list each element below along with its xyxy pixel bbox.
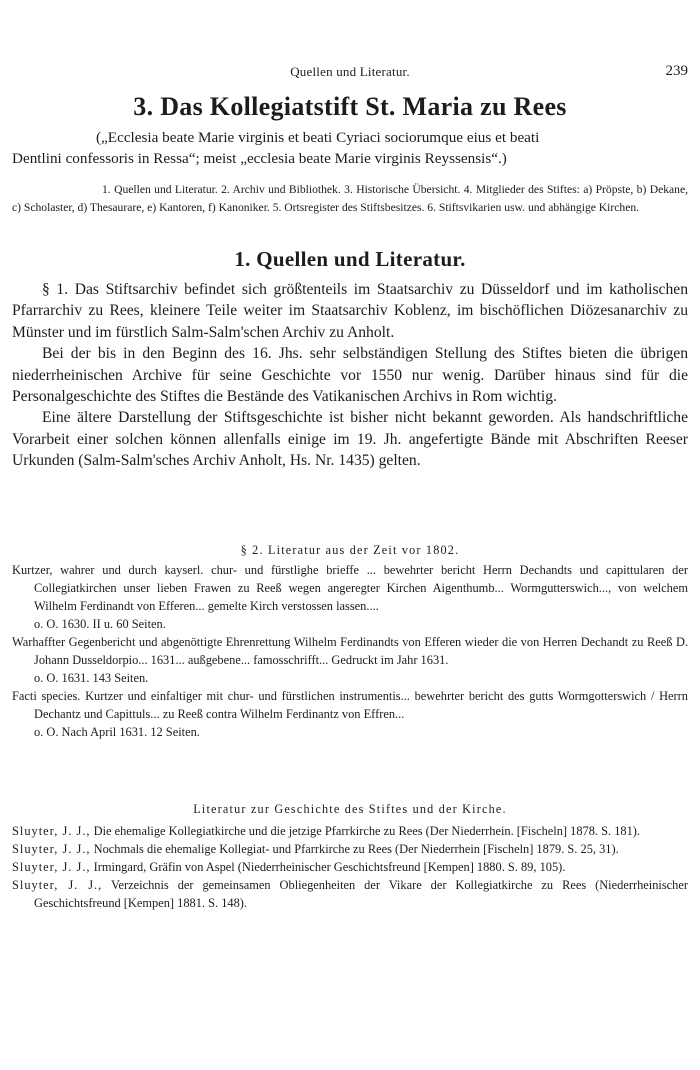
section-body <box>12 279 688 472</box>
literature-before-1802-heading: § 2. Literatur aus der Zeit vor 1802. <box>240 543 460 557</box>
entry-text: Die ehemalige Kollegiatkirche und die jetzige Pfarrkirche zu Rees (Der Niederrhein. [Fischeln] 1878. S. 181). <box>90 824 641 838</box>
subtitle-line: Dentlini confessoris in Ressa“; meist „ecclesia beate Marie virginis Reyssensis“.) <box>12 150 507 167</box>
bibliography-entry <box>12 840 688 858</box>
entry-text: Nochmals die ehemalige Kollegiat- und Pfarrkirche zu Rees (Der Niederrhein [Fischeln] 1879. S. 25, 31). <box>90 842 619 856</box>
entry-author: Sluyter, J. J., <box>12 860 91 874</box>
entry-author: Sluyter, J. J., <box>12 842 91 856</box>
entry-text: Facti species. Kurtzer und einfaltiger mit chur- und fürstlichen instrumentis... bewehrter bericht des gutts Wormgotterswich / Herrn Dechantz und Capittuls... zu Reeß contra Wilhelm Ferdinantz von Effren... <box>12 689 688 721</box>
church-literature-list <box>12 822 688 912</box>
entry-publication: o. O. 1630. II u. 60 Seiten. <box>34 617 166 631</box>
paragraph: Eine ältere Darstellung der Stiftsgeschichte ist bisher nicht bekannt geworden. Als handschriftliche Vorarbeit einer solchen können allenfalls einige im 19. Jh. angefertigte Bände mit Abschriften Reeser Urkunden (Salm-Salm'sches Archiv Anholt, Hs. Nr. 1435) gelten. <box>12 409 688 470</box>
subtitle-line: („Ecclesia beate Marie virginis et beati Cyriaci sociorumque eius et beati <box>96 129 540 146</box>
chapter-subtitle <box>12 127 688 169</box>
paragraph: Bei der bis in den Beginn des 16. Jhs. sehr selbständigen Stellung des Stiftes bieten die übrigen niederrheinischen Archive für seine Geschichte vor 1550 nur wenig. Darüber hinaus sind für die Personalgeschichte des Stiftes die Bestände des Vatikanischen Archivs in Rom wichtig. <box>12 345 688 406</box>
bibliography-entry <box>12 822 688 840</box>
paragraph: § 1. Das Stiftsarchiv befindet sich größtenteils im Staatsarchiv zu Düsseldorf und im katholischen Pfarrarchiv zu Rees, kleinere Teile weiter im Staatsarchiv Koblenz, im bischöflichen Diözesanarchiv zu Münster und im fürstlich Salm-Salm'schen Archiv zu Anholt. <box>12 281 688 341</box>
bibliography-entry <box>12 876 688 912</box>
chapter-contents <box>12 181 688 216</box>
entry-publication: o. O. 1631. 143 Seiten. <box>34 671 149 685</box>
church-literature-heading: Literatur zur Geschichte des Stiftes und der Kirche. <box>193 802 507 816</box>
entry-author: Sluyter, J. J., <box>12 878 103 892</box>
contents-text: 1. Quellen und Literatur. 2. Archiv und Bibliothek. 3. Historische Übersicht. 4. Mitglieder des Stiftes: a) Pröpste, b) Dekane, c) Scholaster, d) Thesaurare, e) Kantoren, f) Kanoniker. 5. Ortsregister des Stiftsbesitzes. 6. Stiftsvikarien usw. und abhängige Kirchen. <box>12 183 688 214</box>
bibliography-entry <box>12 687 688 741</box>
page-number: 239 <box>665 63 688 79</box>
entry-text: Verzeichnis der gemeinsamen Obliegenheiten der Vikare der Kollegiatkirche zu Rees (Niederrheinischer Geschichtsfreund [Kempen] 1881. S. 148). <box>34 878 688 910</box>
entry-text: Irmingard, Gräfin von Aspel (Niederrheinischer Geschichtsfreund [Kempen] 1880. S. 89, 105). <box>90 860 566 874</box>
chapter-title: 3. Das Kollegiatstift St. Maria zu Rees <box>133 92 567 121</box>
entry-publication: o. O. Nach April 1631. 12 Seiten. <box>34 725 200 739</box>
bibliography-entry <box>12 633 688 687</box>
entry-author: Sluyter, J. J., <box>12 824 91 838</box>
bibliography-entry <box>12 561 688 633</box>
entry-text: Kurtzer, wahrer und durch kayserl. chur- und fürstlighe brieffe ... bewehrter bericht Herrn Dechandts und capittularen der Collegiatkirchen unser lieben Frawen zu Reeß wegen angeregter Kirchen Aigenthumb... Wormgutterswich..., von welchem Wilhelm Ferdinandt von Efferen... gemelte Kirch verstossen lassen.... <box>12 563 688 613</box>
literature-before-1802-list <box>12 561 688 741</box>
entry-text: Warhaffter Gegenbericht und abgenöttigte Ehrenrettung Wilhelm Ferdinandts von Efferen wieder die von Herren Dechandt zu Reeß D. Johann Dusseldorpio... 1631... außgebene... famosschrifft... Gedruckt im Jahr 1631. <box>12 635 688 667</box>
bibliography-entry <box>12 858 688 876</box>
running-title: Quellen und Literatur. <box>290 64 410 79</box>
running-header <box>12 64 688 84</box>
section-heading: 1. Quellen und Literatur. <box>234 247 466 271</box>
